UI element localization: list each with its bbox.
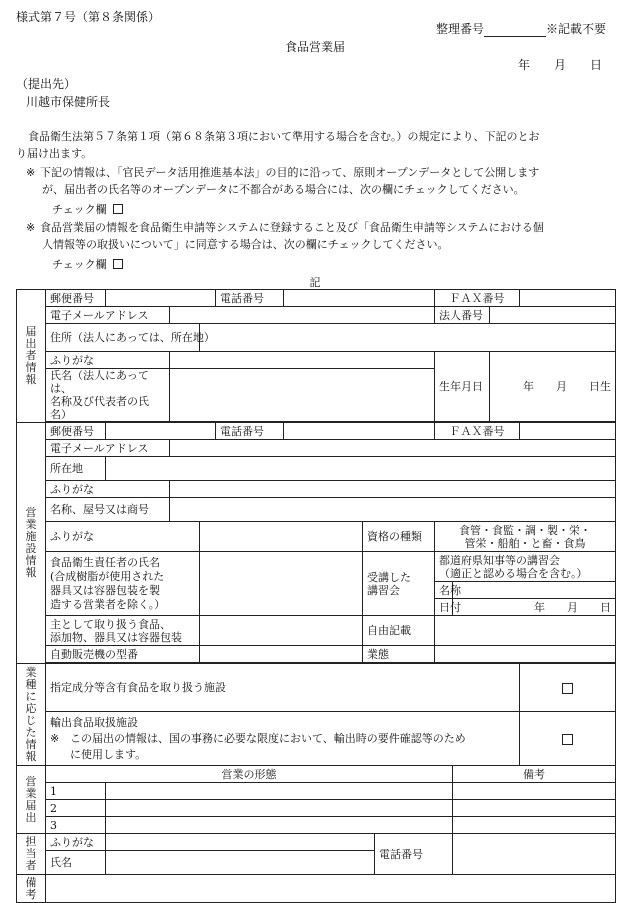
facility-postal-label: 郵便番号 [46,423,106,440]
facility-email-label: 電子メールアドレス [46,440,170,457]
note-mark: ※ [26,166,36,179]
facility-location-label: 所在地 [46,457,106,481]
business-form-field[interactable] [106,783,453,800]
course-label: 受講した 講習会 [363,552,435,616]
applicant-email-field[interactable] [170,307,435,324]
applicant-furigana-label: ふりがな [46,352,170,369]
ki-label: 記 [309,276,321,289]
vending-model-field[interactable] [200,646,363,663]
reference-label: 整理番号 [436,22,485,36]
designated-ingredient-checkbox[interactable] [562,683,573,694]
submission-date[interactable]: 年 月 日 [518,58,603,72]
recipient-label: （提出先） [16,77,77,91]
remarks-section-label: 備考 [17,875,46,903]
applicant-postal-field[interactable] [106,290,216,307]
export-facility-label: 輸出食品取扱施設 ※ この届出の情報は、国の事務に必要な限度において、輸出時の要件確認等のため に使用します。 [46,712,520,766]
facility-name-field[interactable] [170,498,616,522]
reference-note: ※記載不要 [546,22,607,36]
note-open-data [16,164,616,218]
recipient-name: 川越市保健所長 [26,95,111,109]
facility-furigana-label: ふりがな [46,481,170,498]
main-products-field[interactable] [200,616,363,646]
applicant-name-label: 氏名（法人にあっては、 名称及び代表者の氏名） [46,369,170,422]
export-facility-cell [520,712,616,766]
course-date-field[interactable]: 年 月 日 [453,599,616,616]
business-form-field[interactable] [106,800,453,817]
vending-model-label: 自動販売機の型番 [46,646,200,663]
export-facility-checkbox[interactable] [562,734,573,745]
applicant-section-label: 届出者情報 [17,290,46,423]
contact-name-label: 氏名 [46,851,106,875]
contact-furigana-field[interactable] [106,834,375,851]
manager-name-label: 食品衛生責任者の氏名 (合成樹脂が使用された 器具又は容器包装を製 造する営業者を除く。） [46,552,200,616]
facility-phone-label: 電話番号 [216,423,284,440]
manager-furigana-label: ふりがな [46,522,200,552]
check-label: チェック欄 [52,203,107,216]
business-form-header: 営業の形態 [46,766,453,783]
contact-phone-field[interactable] [453,834,616,875]
note-line2: が、届出者の氏名等のオープンデータに不都合がある場合には、次の欄にチェックしてください。 [42,183,525,196]
business-remarks-header: 備考 [453,766,616,783]
applicant-dob-label: 生年月日 [435,352,490,422]
facility-furigana-field[interactable] [170,481,616,498]
note-mark: ※ [26,221,36,234]
intro-line1: 食品衛生法第５７条第１項（第６８条第３項において準用する場合を含む。）の規定により、下記のとお [28,130,540,143]
course-org: 都道府県知事等の講習会 （適正と認める場合を含む。） [435,552,616,582]
contact-phone-label: 電話番号 [375,834,453,875]
designated-ingredient-label: 指定成分等含有食品を取り扱う施設 [46,664,520,712]
facility-phone-field[interactable] [284,423,435,440]
designated-ingredient-cell [520,664,616,712]
form-number: 様式第７号（第８条関係） [16,10,161,24]
qual-type-options[interactable]: 食管・食監・調・製・栄・ 管栄・船舶・と畜・食鳥 [435,522,616,552]
facility-postal-field[interactable] [106,423,216,440]
business-row-number: 1 [46,783,106,800]
applicant-fax-field[interactable] [520,290,616,307]
business-section-label: 営業届出 [17,766,46,834]
business-state-label: 業態 [363,646,435,663]
facility-email-field[interactable] [170,440,616,457]
business-row-number: 3 [46,817,106,834]
remarks-field[interactable] [46,875,616,903]
course-name-label: 名称 [435,582,453,599]
contact-furigana-label: ふりがな [46,834,106,851]
business-row-number: 2 [46,800,106,817]
applicant-postal-label: 郵便番号 [46,290,106,307]
applicant-corp-no-label: 法人番号 [435,307,490,324]
note-line2: 人情報等の取扱いについて」に同意する場合は、次の欄にチェックしてください。 [42,238,449,251]
intro-text [16,128,616,162]
applicant-corp-no-field[interactable] [490,307,616,324]
note-system [16,219,616,273]
applicant-email-label: 電子メールアドレス [46,307,170,324]
type-info-section-label: 業種に応じた情報 [17,664,46,766]
reference-field[interactable] [484,26,546,37]
applicant-fax-label: ＦＡＸ番号 [435,290,520,307]
qual-type-label: 資格の種類 [363,522,435,552]
system-consent-checkbox[interactable] [113,259,123,269]
document-title: 食品営業届 [284,40,345,54]
applicant-address-field[interactable] [200,324,616,352]
manager-name-field[interactable] [200,552,363,616]
applicant-address-label: 住所（法人にあっては、所在地） [46,324,200,352]
business-remarks-field[interactable] [453,783,616,800]
facility-fax-label: ＦＡＸ番号 [435,423,520,440]
intro-line2: り届け出ます。 [16,147,93,160]
open-data-checkbox[interactable] [113,204,123,214]
note-line1: 食品営業届の情報を食品衛生申請等システムに登録すること及び「食品衛生申請等システムにおける個 [40,221,544,234]
business-state-field[interactable] [435,646,616,663]
contact-section-label: 担当者 [17,834,46,875]
applicant-dob-field[interactable]: 年 月 日生 [490,352,616,422]
facility-fax-field[interactable] [520,423,616,440]
application-form-table [16,289,616,903]
contact-name-field[interactable] [106,851,375,875]
facility-section-label: 営業施設情報 [17,423,46,664]
course-name-field[interactable] [453,582,616,599]
applicant-furigana-field[interactable] [170,352,435,369]
facility-location-field[interactable] [106,457,616,481]
applicant-phone-label: 電話番号 [216,290,284,307]
free-text-field[interactable] [435,616,616,646]
applicant-name-field[interactable] [170,369,435,422]
course-date-label: 日付 [435,599,453,616]
manager-furigana-field[interactable] [200,522,363,552]
main-products-label: 主として取り扱う食品、 添加物、器具又は容器包装 [46,616,200,646]
business-remarks-field[interactable] [453,800,616,817]
reference-number [436,20,606,37]
business-remarks-field[interactable] [453,817,616,834]
business-form-field[interactable] [106,817,453,834]
applicant-phone-field[interactable] [284,290,435,307]
check-label: チェック欄 [52,258,107,271]
facility-name-label: 名称、屋号又は商号 [46,498,170,522]
note-line1: 下記の情報は、「官民データ活用推進基本法」の目的に沿って、原則オープンデータとして公開します [40,166,540,179]
free-text-label: 自由記載 [363,616,435,646]
